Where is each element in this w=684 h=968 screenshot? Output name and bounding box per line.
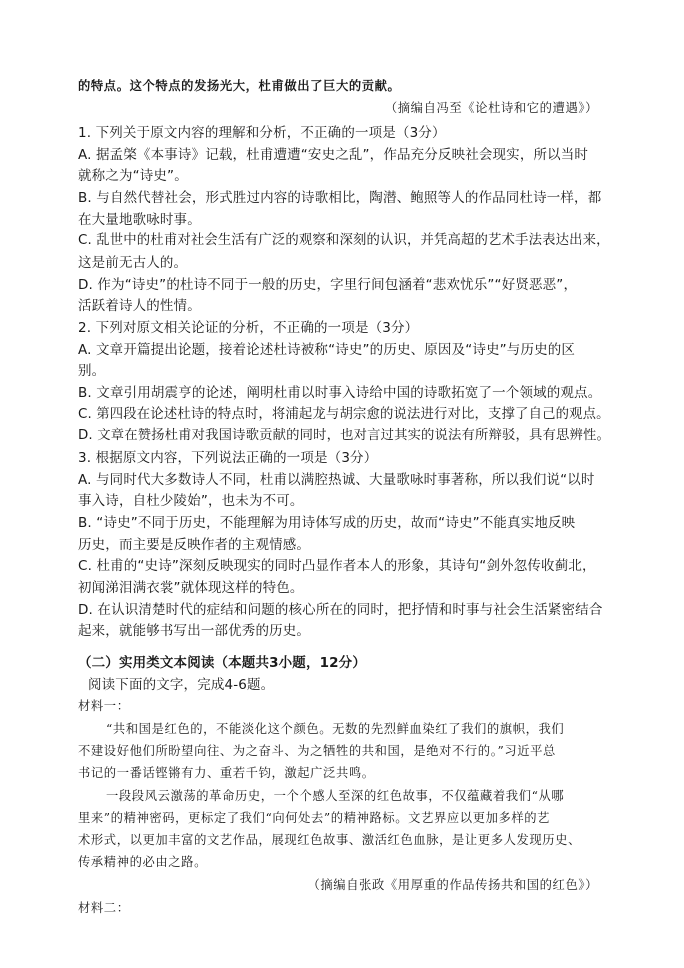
q3-option-c: C. 杜甫的“史诗”深刻反映现实的同时凸显作者本人的形象，其诗句“剑外忽传收蓟北， <box>78 558 596 574</box>
material-1-label: 材料一： <box>78 699 130 713</box>
q1-option-b-cont: 在大量地歌咏时事。 <box>78 212 201 228</box>
continued-line: 的特点。这个特点的发扬光大，杜甫做出了巨大的贡献。 <box>78 78 401 93</box>
q3-option-b: B. “诗史”不同于历史，不能理解为用诗体写成的历史，故而“诗史”不能真实地反映 <box>78 515 576 531</box>
material-1-paragraph-2: 一段段风云激荡的革命历史，一个个感人至深的红色故事，不仅蕴藏着我们“从哪 <box>106 789 565 803</box>
material-1-paragraph-2-line-4: 传承精神的必由之路。 <box>78 855 207 869</box>
material-1-paragraph-1: “共和国是红色的，不能淡化这个颜色。无数的先烈鲜血染红了我们的旗帜，我们 <box>106 722 565 736</box>
q2-option-c: C. 第四段在论述杜诗的特点时，将浦起龙与胡宗愈的说法进行对比，支撑了自己的观点。 <box>78 407 610 422</box>
q1-option-b: B. 与自然代替社会，形式胜过内容的诗歌相比，陶潜、鲍照等人的作品同杜诗一样，都 <box>78 190 602 206</box>
source-citation: （摘编自冯至《论杜诗和它的遭遇》） <box>384 101 598 115</box>
material-1-paragraph-2-line-2: 里来”的精神密码，更标定了我们“向何处去”的精神路标。文艺界应以更加多样的艺 <box>78 811 551 825</box>
question-2-stem: 2. 下列对原文相关论证的分析，不正确的一项是（3分） <box>78 320 419 336</box>
q3-option-d: D. 在认识清楚时代的症结和问题的核心所在的同时，把抒情和时事与社会生活紧密结合 <box>78 602 603 618</box>
q1-option-c: C. 乱世中的杜甫对社会生活有广泛的观察和深刻的认识，并凭高超的艺术手法表达出来， <box>78 233 610 248</box>
q2-option-a: A. 文章开篇提出论题，接着论述杜诗被称“诗史”的历史、原因及“诗史”与历史的区 <box>78 342 576 358</box>
q3-option-d-cont: 起来，就能够书写出一部优秀的历史。 <box>78 623 311 639</box>
material-1-paragraph-1-line-3: 书记的一番话铿锵有力、重若千钧，激起广泛共鸣。 <box>78 766 375 780</box>
material-1-source: （摘编自张政《用厚重的作品传扬共和国的红色》） <box>307 878 598 892</box>
question-1-stem: 1. 下列关于原文内容的理解和分析，不正确的一项是（3分） <box>78 125 446 141</box>
q3-option-a-cont: 事入诗，自杜少陵始”，也未为不可。 <box>78 493 304 509</box>
material-2-label: 材料二： <box>78 901 130 915</box>
material-1-paragraph-2-line-3: 术形式，以更加丰富的文艺作品，展现红色故事、激活红色血脉，是让更多人发现历史、 <box>78 833 581 847</box>
q1-option-d: D. 作为“诗史”的杜诗不同于一般的历史，字里行间包涵着“悲欢忧乐”“好贤恶恶”， <box>78 277 578 293</box>
section-heading: （二）实用类文本阅读（本题共3小题，12分） <box>78 655 366 671</box>
q3-option-b-cont: 历史，而主要是反映作者的主观情感。 <box>78 537 311 553</box>
q3-option-a: A. 与同时代大多数诗人不同，杜甫以满腔热诚、大量歌咏时事著称，所以我们说“以时 <box>78 472 595 488</box>
q3-option-c-cont: 初闻涕泪满衣裳”就体现这样的特色。 <box>78 580 304 596</box>
q2-option-d: D. 文章在赞扬杜甫对我国诗歌贡献的同时，也对言过其实的说法有所辩驳，具有思辨性。 <box>78 428 610 443</box>
q2-option-b: B. 文章引用胡震亨的论述，阐明杜甫以时事入诗给中国的诗歌拓宽了一个领域的观点。 <box>78 385 602 401</box>
section-instruction: 阅读下面的文字，完成4-6题。 <box>88 677 275 693</box>
q2-option-a-cont: 别。 <box>78 363 106 379</box>
q1-option-c-cont: 这是前无古人的。 <box>78 255 188 271</box>
q1-option-d-cont: 活跃着诗人的性情。 <box>78 298 201 314</box>
q1-option-a: A. 据孟棨《本事诗》记载，杜甫遭遭“安史之乱”，作品充分反映社会现实，所以当时 <box>78 147 589 163</box>
material-1-paragraph-1-line-2: 不建设好他们所盼望向往、为之奋斗、为之牺牲的共和国，是绝对不行的。”习近平总 <box>78 744 556 758</box>
q1-option-a-cont: 就称之为“诗史”。 <box>78 168 188 184</box>
question-3-stem: 3. 根据原文内容，下列说法正确的一项是（3分） <box>78 450 378 466</box>
